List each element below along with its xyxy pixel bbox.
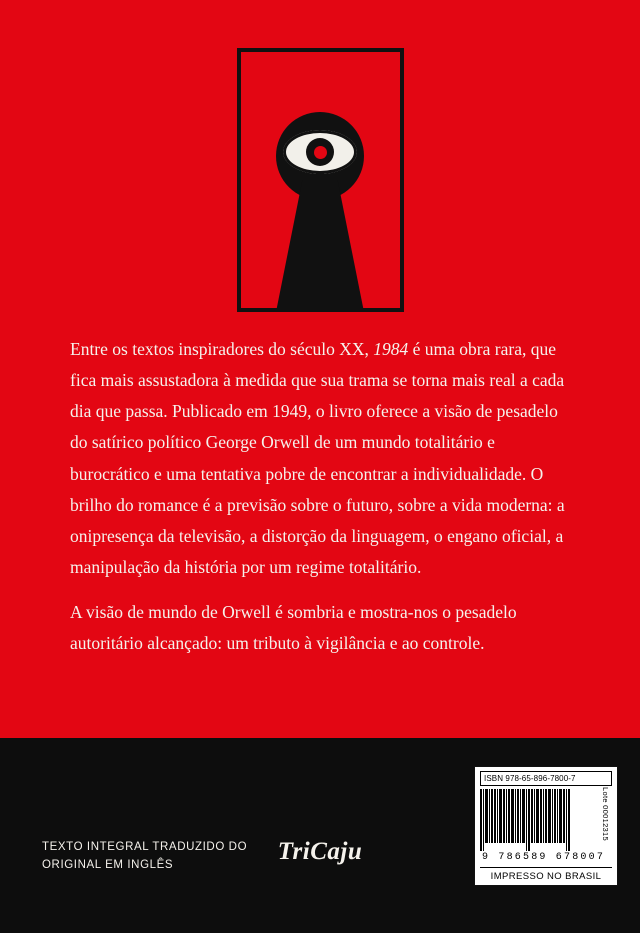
barcode-bars-row (480, 789, 612, 851)
keyhole-with-eye-icon (237, 48, 404, 312)
barcode-bars (480, 789, 612, 851)
publisher-logo: TriCaju (277, 838, 363, 865)
bottom-black-band (0, 738, 640, 933)
illustration-container (0, 48, 640, 312)
blurb-text-part-1: Entre os textos inspiradores do século XX, (70, 339, 374, 359)
book-title-italic: 1984 (373, 339, 409, 359)
lote-label: Lote 00012315 (601, 787, 610, 841)
printed-in-label: IMPRESSO NO BRASIL (480, 867, 612, 882)
edition-note: TEXTO INTEGRAL TRADUZIDO DO ORIGINAL EM INGLÊS (42, 841, 248, 872)
back-cover-blurb (70, 334, 572, 659)
keyhole-stem-shape (276, 180, 364, 312)
eye-iris (306, 138, 334, 166)
blurb-paragraph-2: A visão de mundo de Orwell é sombria e mostra-nos o pesadelo autoritário alcançado: um tributo à vigilância e ao controle. (70, 602, 517, 654)
blurb-text-part-2: é uma obra rara, que fica mais assustadora à medida que sua trama se torna mais real a cada dia que passa. Publicado em 1949, o livro oferece a visão de pesadelo do satírico político George Orwell de um mundo totalitário e burocrático e uma tentativa pobre de encontrar a individualidade. O brilho do romance é a previsão sobre o futuro, sobre a vida moderna: a onipresença da televisão, a distorção da linguagem, o engano oficial, a manipulação da história por um regime totalitário. (70, 339, 565, 577)
barcode-block (474, 766, 618, 886)
isbn-label: ISBN 978-65-896-7800-7 (480, 771, 612, 786)
barcode-digits: 9 786589 678007 (482, 852, 606, 863)
eye-icon (283, 130, 357, 174)
eye-pupil (314, 146, 327, 159)
blurb-paragraph-1 (70, 334, 572, 583)
